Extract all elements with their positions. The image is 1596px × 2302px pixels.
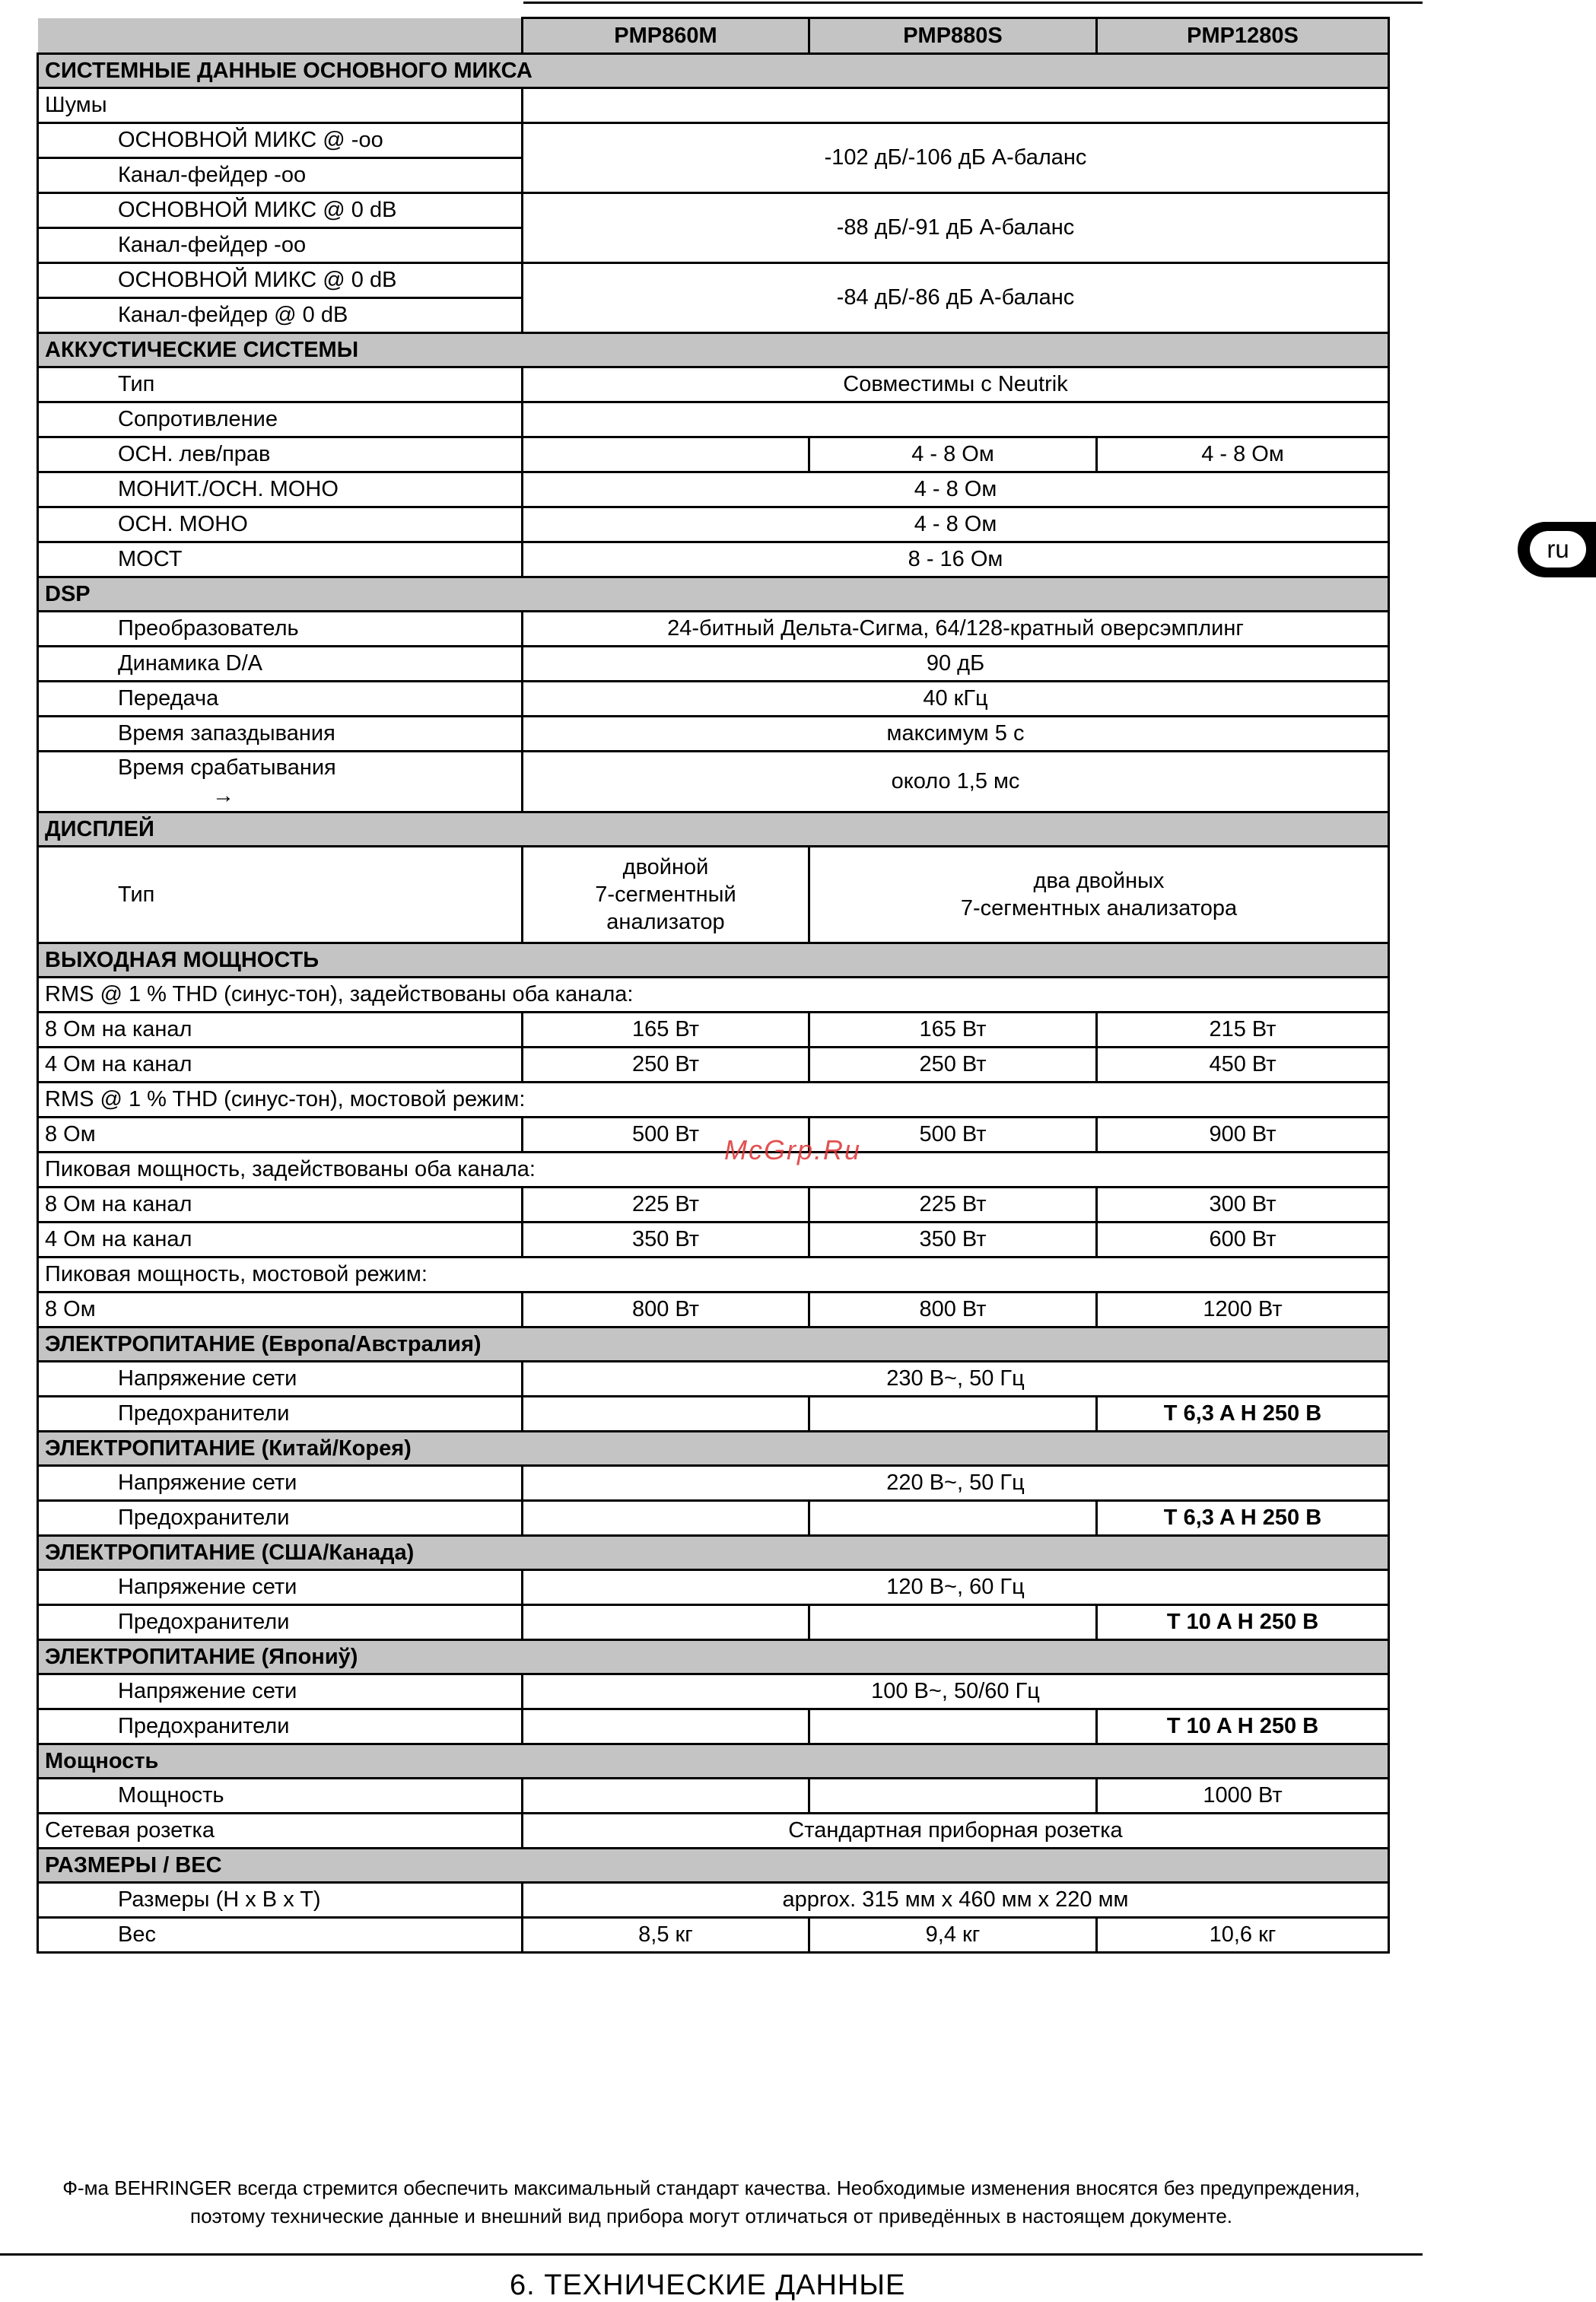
spec-value bbox=[809, 1779, 1097, 1814]
spec-value: 225 Вт bbox=[809, 1188, 1097, 1223]
spec-value: 900 Вт bbox=[1097, 1118, 1389, 1153]
disclaimer-line-2: поэтому технические данные и внешний вид прибора могут отличаться от приведённых в настоящем документе. bbox=[189, 2205, 1233, 2227]
spec-row bbox=[38, 1709, 1389, 1744]
bottom-rule bbox=[0, 2253, 1423, 2256]
spec-value: Стандартная приборная розетка bbox=[523, 1814, 1389, 1849]
section-header-row bbox=[38, 812, 1389, 847]
top-rule bbox=[523, 2, 1423, 4]
spec-row bbox=[38, 847, 1389, 943]
spec-value: 800 Вт bbox=[809, 1292, 1097, 1327]
spec-label-text: 4 Ом на канал bbox=[45, 1227, 192, 1252]
section-header-row bbox=[38, 333, 1389, 367]
section-title: ЭЛЕКТРОПИТАНИЕ (Китай/Корея) bbox=[38, 1432, 1389, 1466]
spec-value bbox=[809, 847, 1389, 943]
spec-value: approx. 315 мм x 460 мм x 220 мм bbox=[523, 1883, 1389, 1918]
spec-label-text: Тип bbox=[118, 372, 155, 397]
spec-row bbox=[38, 1223, 1389, 1258]
spec-value: 800 Вт bbox=[523, 1292, 809, 1327]
section-title: ЭЛЕКТРОПИТАНИЕ (США/Канада) bbox=[38, 1536, 1389, 1570]
spec-label-text: Вес bbox=[118, 1922, 156, 1947]
spec-label-text: Динамика D/A bbox=[118, 651, 262, 676]
spec-value: 100 В~, 50/60 Гц bbox=[523, 1674, 1389, 1709]
spec-value: -88 дБ/-91 дБ А-баланс bbox=[523, 193, 1389, 263]
arrow-icon: → bbox=[212, 783, 234, 808]
spec-label-text: 8 Ом bbox=[45, 1122, 96, 1147]
spec-row bbox=[38, 1292, 1389, 1327]
spec-value: максимум 5 с bbox=[523, 717, 1389, 752]
spec-label-text: ОСНОВНОЙ МИКС @ 0 dB bbox=[118, 198, 397, 223]
spec-value: 40 кГц bbox=[523, 682, 1389, 717]
section-header-row bbox=[38, 1432, 1389, 1466]
spec-label-text: 8 Ом bbox=[45, 1297, 96, 1322]
spec-label bbox=[38, 1188, 523, 1223]
spec-row bbox=[38, 1570, 1389, 1605]
spec-value: -102 дБ/-106 дБ А-баланс bbox=[523, 123, 1389, 193]
spec-label bbox=[38, 123, 523, 158]
spec-value: T 6,3 A H 250 B bbox=[1097, 1397, 1389, 1432]
spec-label bbox=[38, 298, 523, 333]
spec-label bbox=[38, 1466, 523, 1501]
spec-table bbox=[37, 17, 1390, 1954]
spec-subheading: Пиковая мощность, мостовой режим: bbox=[38, 1258, 1389, 1292]
spec-value bbox=[523, 437, 809, 472]
section-title: СИСТЕМНЫЕ ДАННЫЕ ОСНОВНОГО МИКСА bbox=[38, 54, 1389, 88]
spec-value bbox=[523, 402, 1389, 437]
header-blank-cell bbox=[38, 18, 523, 54]
spec-label-text: Время срабатывания bbox=[118, 755, 336, 781]
spec-row bbox=[38, 978, 1389, 1013]
spec-label bbox=[38, 193, 523, 228]
spec-label bbox=[38, 847, 523, 943]
spec-subheading: RMS @ 1 % THD (синус-тон), задействованы оба канала: bbox=[38, 978, 1389, 1013]
spec-label-text: Предохранители bbox=[118, 1401, 290, 1426]
spec-value: 4 - 8 Ом bbox=[523, 507, 1389, 542]
spec-value: 250 Вт bbox=[809, 1048, 1097, 1083]
spec-label bbox=[38, 402, 523, 437]
spec-row bbox=[38, 1258, 1389, 1292]
spec-label-text: ОСН. лев/прав bbox=[118, 442, 271, 467]
spec-label-text: Напряжение сети bbox=[118, 1471, 297, 1496]
section-title: Мощность bbox=[38, 1744, 1389, 1779]
disclaimer bbox=[0, 2174, 1423, 2230]
spec-label-text: Сетевая розетка bbox=[45, 1818, 215, 1843]
spec-label bbox=[38, 263, 523, 298]
spec-value: 9,4 кг bbox=[809, 1918, 1097, 1953]
spec-label-text: ОСН. МОНО bbox=[118, 512, 248, 537]
spec-label-text: Предохранители bbox=[118, 1610, 290, 1635]
spec-row bbox=[38, 193, 1389, 228]
spec-row bbox=[38, 1048, 1389, 1083]
spec-label-text: Предохранители bbox=[118, 1714, 290, 1739]
model-header-pmp880s: PMP880S bbox=[809, 18, 1097, 54]
spec-label bbox=[38, 1501, 523, 1536]
section-title: ЭЛЕКТРОПИТАНИЕ (Европа/Австралия) bbox=[38, 1327, 1389, 1362]
spec-value: 1200 Вт bbox=[1097, 1292, 1389, 1327]
spec-value: -84 дБ/-86 дБ А-баланс bbox=[523, 263, 1389, 333]
spec-label bbox=[38, 542, 523, 577]
section-header-row bbox=[38, 1327, 1389, 1362]
spec-row bbox=[38, 1674, 1389, 1709]
spec-label bbox=[38, 717, 523, 752]
spec-label-text: ОСНОВНОЙ МИКС @ 0 dB bbox=[118, 268, 397, 293]
spec-label bbox=[38, 752, 523, 812]
spec-label bbox=[38, 1674, 523, 1709]
spec-label bbox=[38, 1223, 523, 1258]
spec-label bbox=[38, 367, 523, 402]
page-footer-title: 6. ТЕХНИЧЕСКИЕ ДАННЫЕ bbox=[510, 2269, 906, 2301]
spec-value bbox=[523, 1501, 809, 1536]
spec-row bbox=[38, 612, 1389, 647]
spec-value: 350 Вт bbox=[523, 1223, 809, 1258]
section-title: ДИСПЛЕЙ bbox=[38, 812, 1389, 847]
section-header-row bbox=[38, 1849, 1389, 1883]
spec-label-text: Шумы bbox=[45, 93, 107, 118]
spec-row bbox=[38, 402, 1389, 437]
spec-label-text: Напряжение сети bbox=[118, 1575, 297, 1600]
spec-label bbox=[38, 1013, 523, 1048]
spec-label bbox=[38, 612, 523, 647]
spec-value: 120 В~, 60 Гц bbox=[523, 1570, 1389, 1605]
spec-row bbox=[38, 123, 1389, 158]
spec-value: 500 Вт bbox=[523, 1118, 809, 1153]
spec-value bbox=[809, 1605, 1097, 1640]
spec-label bbox=[38, 1292, 523, 1327]
spec-label bbox=[38, 1397, 523, 1432]
spec-value: 250 Вт bbox=[523, 1048, 809, 1083]
spec-value: 8,5 кг bbox=[523, 1918, 809, 1953]
spec-row bbox=[38, 437, 1389, 472]
spec-label-text: 8 Ом на канал bbox=[45, 1017, 192, 1042]
spec-value bbox=[523, 847, 809, 943]
section-header-row bbox=[38, 1640, 1389, 1674]
spec-row bbox=[38, 1083, 1389, 1118]
model-header-pmp860m: PMP860M bbox=[523, 18, 809, 54]
spec-value bbox=[809, 1709, 1097, 1744]
spec-value: 165 Вт bbox=[523, 1013, 809, 1048]
spec-value-line: анализатор bbox=[606, 910, 725, 935]
spec-value: 600 Вт bbox=[1097, 1223, 1389, 1258]
spec-label-text: ОСНОВНОЙ МИКС @ -oo bbox=[118, 128, 383, 153]
spec-label-text: МОСТ bbox=[118, 547, 183, 572]
spec-label bbox=[38, 1918, 523, 1953]
spec-row bbox=[38, 682, 1389, 717]
watermark: McGrp.Ru bbox=[724, 1134, 862, 1165]
spec-row bbox=[38, 1118, 1389, 1153]
spec-label bbox=[38, 1779, 523, 1814]
spec-label-text: МОНИТ./ОСН. МОНО bbox=[118, 477, 339, 502]
spec-value: Совместимы с Neutrik bbox=[523, 367, 1389, 402]
spec-value bbox=[523, 88, 1389, 123]
spec-label bbox=[38, 1570, 523, 1605]
spec-label-text: Размеры (H x B x T) bbox=[118, 1887, 321, 1913]
spec-label bbox=[38, 1883, 523, 1918]
spec-row bbox=[38, 752, 1389, 812]
spec-label-text: Канал-фейдер -oo bbox=[118, 233, 307, 258]
spec-value: 24-битный Дельта-Сигма, 64/128-кратный оверсэмплинг bbox=[523, 612, 1389, 647]
section-header-row bbox=[38, 54, 1389, 88]
spec-label-text: Канал-фейдер @ 0 dB bbox=[118, 303, 348, 328]
spec-value: T 10 A H 250 B bbox=[1097, 1709, 1389, 1744]
spec-label-text: Предохранители bbox=[118, 1506, 290, 1531]
spec-value: 10,6 кг bbox=[1097, 1918, 1389, 1953]
spec-label bbox=[38, 158, 523, 193]
section-header-row bbox=[38, 1536, 1389, 1570]
spec-label-text: Напряжение сети bbox=[118, 1679, 297, 1704]
spec-value: 1000 Вт bbox=[1097, 1779, 1389, 1814]
spec-row bbox=[38, 472, 1389, 507]
spec-label bbox=[38, 88, 523, 123]
spec-label-text: 4 Ом на канал bbox=[45, 1052, 192, 1077]
section-header-row bbox=[38, 1744, 1389, 1779]
spec-value: 215 Вт bbox=[1097, 1013, 1389, 1048]
section-title: ЭЛЕКТРОПИТАНИЕ (Япониў) bbox=[38, 1640, 1389, 1674]
spec-value bbox=[809, 1397, 1097, 1432]
spec-row bbox=[38, 1397, 1389, 1432]
spec-value: 300 Вт bbox=[1097, 1188, 1389, 1223]
spec-label-text: Напряжение сети bbox=[118, 1366, 297, 1391]
spec-value: 220 В~, 50 Гц bbox=[523, 1466, 1389, 1501]
spec-row bbox=[38, 647, 1389, 682]
spec-row bbox=[38, 542, 1389, 577]
spec-value-line: двойной bbox=[622, 854, 709, 879]
spec-row bbox=[38, 1814, 1389, 1849]
language-label: ru bbox=[1530, 531, 1586, 568]
spec-row bbox=[38, 507, 1389, 542]
spec-value: 165 Вт bbox=[809, 1013, 1097, 1048]
spec-label bbox=[38, 507, 523, 542]
section-title: АККУСТИЧЕСКИЕ СИСТЕМЫ bbox=[38, 333, 1389, 367]
spec-value-line: 7-сегментных анализатора bbox=[960, 896, 1238, 920]
spec-subheading: RMS @ 1 % THD (синус-тон), мостовой режим: bbox=[38, 1083, 1389, 1118]
spec-row bbox=[38, 1501, 1389, 1536]
spec-value: T 6,3 A H 250 B bbox=[1097, 1501, 1389, 1536]
section-header-row bbox=[38, 943, 1389, 978]
spec-value bbox=[523, 1397, 809, 1432]
spec-row bbox=[38, 1883, 1389, 1918]
spec-value bbox=[523, 1605, 809, 1640]
spec-label bbox=[38, 437, 523, 472]
spec-label bbox=[38, 1814, 523, 1849]
language-tab bbox=[1518, 522, 1596, 577]
spec-label-text: Мощность bbox=[118, 1783, 224, 1808]
spec-label bbox=[38, 1362, 523, 1397]
spec-label-text: Время запаздывания bbox=[118, 721, 335, 746]
spec-value: 450 Вт bbox=[1097, 1048, 1389, 1083]
spec-label-text: Передача bbox=[118, 686, 219, 711]
spec-value: 90 дБ bbox=[523, 647, 1389, 682]
spec-value: 4 - 8 Ом bbox=[1097, 437, 1389, 472]
spec-row bbox=[38, 717, 1389, 752]
spec-value: 4 - 8 Ом bbox=[809, 437, 1097, 472]
spec-value: 500 Вт bbox=[809, 1118, 1097, 1153]
spec-label-text: Тип bbox=[118, 882, 155, 907]
spec-label-text: 8 Ом на канал bbox=[45, 1192, 192, 1217]
spec-row bbox=[38, 88, 1389, 123]
spec-row bbox=[38, 1466, 1389, 1501]
spec-value-line: 7-сегментный bbox=[595, 882, 736, 907]
disclaimer-line-1: Ф-ма BEHRINGER всегда стремится обеспечить максимальный стандарт качества. Необходимые изменения вносятся без предупреждения, bbox=[62, 2176, 1360, 2199]
spec-label bbox=[38, 647, 523, 682]
section-title: ВЫХОДНАЯ МОЩНОСТЬ bbox=[38, 943, 1389, 978]
spec-value: 225 Вт bbox=[523, 1188, 809, 1223]
spec-value: 4 - 8 Ом bbox=[523, 472, 1389, 507]
spec-value: 8 - 16 Ом bbox=[523, 542, 1389, 577]
section-title: DSP bbox=[38, 577, 1389, 612]
section-header-row bbox=[38, 577, 1389, 612]
spec-value: T 10 A H 250 B bbox=[1097, 1605, 1389, 1640]
spec-row bbox=[38, 1153, 1389, 1188]
spec-value-line: два двойных bbox=[1033, 868, 1165, 893]
spec-row bbox=[38, 1188, 1389, 1223]
spec-label bbox=[38, 1048, 523, 1083]
spec-subheading: Пиковая мощность, задействованы оба канала: bbox=[38, 1153, 1389, 1188]
spec-label bbox=[38, 472, 523, 507]
spec-value: 230 В~, 50 Гц bbox=[523, 1362, 1389, 1397]
table-header-row bbox=[38, 18, 1389, 54]
spec-value bbox=[523, 1779, 809, 1814]
spec-label bbox=[38, 1709, 523, 1744]
model-header-pmp1280s: PMP1280S bbox=[1097, 18, 1389, 54]
spec-value bbox=[809, 1501, 1097, 1536]
spec-label bbox=[38, 228, 523, 263]
spec-row bbox=[38, 1918, 1389, 1953]
spec-label bbox=[38, 682, 523, 717]
spec-label bbox=[38, 1118, 523, 1153]
spec-row bbox=[38, 1605, 1389, 1640]
spec-value: около 1,5 мс bbox=[523, 752, 1389, 812]
spec-label bbox=[38, 1605, 523, 1640]
section-title: РАЗМЕРЫ / ВЕС bbox=[38, 1849, 1389, 1883]
spec-value bbox=[523, 1709, 809, 1744]
spec-row bbox=[38, 367, 1389, 402]
spec-row bbox=[38, 1362, 1389, 1397]
spec-value: 350 Вт bbox=[809, 1223, 1097, 1258]
spec-row bbox=[38, 1013, 1389, 1048]
spec-label-text: Канал-фейдер -oo bbox=[118, 163, 307, 188]
spec-row bbox=[38, 1779, 1389, 1814]
spec-label-text: Преобразователь bbox=[118, 616, 299, 641]
spec-row bbox=[38, 263, 1389, 298]
spec-label-text: Сопротивление bbox=[118, 407, 278, 432]
